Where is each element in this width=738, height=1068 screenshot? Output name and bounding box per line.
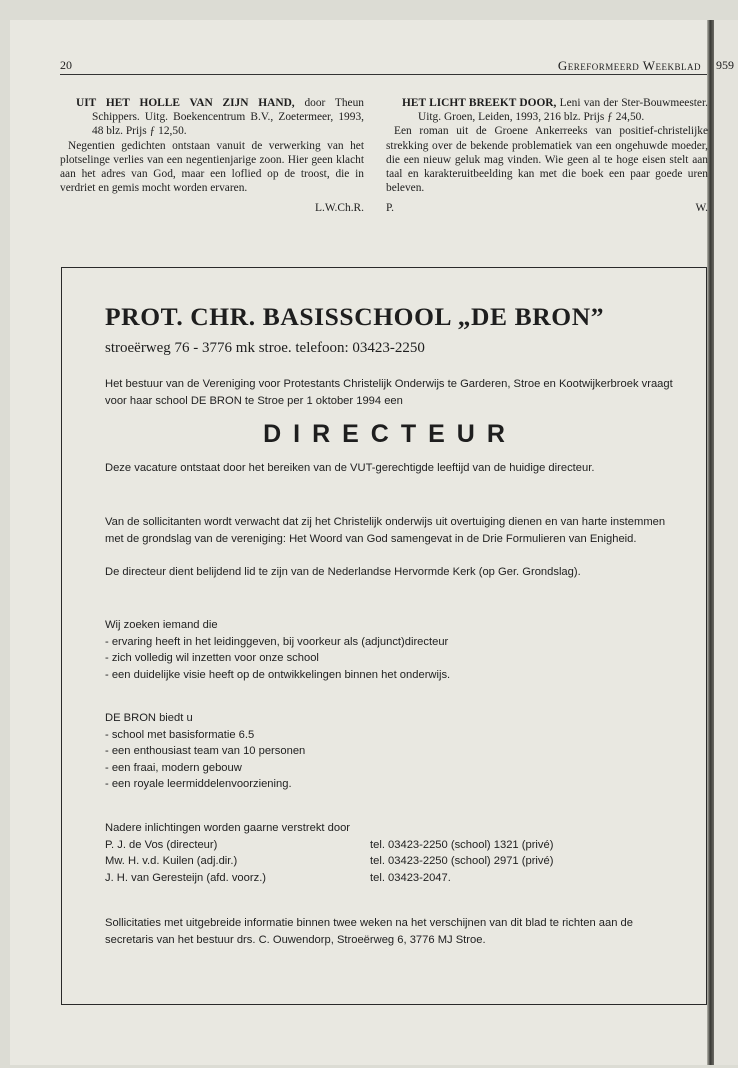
review-signature: P. [386,202,394,215]
ad-reason: Deze vacature ontstaat door het bereiken van de VUT-gerechtigde leeftijd van de huidige directeur. [105,462,595,474]
ad-position-title: DIRECTEUR [263,420,517,448]
review-citation [386,96,708,124]
ad-intro: Het bestuur van de Vereniging voor Protestants Christelijk Onderwijs te Garderen, Stroe en Kootwijkerbroek vraagt voor haar school DE BRON te Stroe per 1 oktober 1994 een [105,378,673,407]
contact-name: Mw. H. v.d. Kuilen (adj.dir.) [105,855,238,868]
contact-row [105,870,675,887]
contact-phone: tel. 03423-2250 (school) 1321 (privé) [370,838,554,851]
ad-offer [105,710,675,793]
contact-phone: tel. 03423-2250 (school) 2971 (privé) [370,855,554,868]
book-review [386,96,708,216]
contacts-intro: Nadere inlichtingen worden gaarne verstrekt door [105,822,351,834]
list-item: - school met basisformatie 6.5 [105,728,255,741]
ad-application: Sollicitaties met uitgebreide informatie binnen twee weken na het verschijnen van dit blad te richten aan de secretaris van het bestuur drs. C. Ouwendorp, Stroeërweg 6, 3776 MJ Stroe. [105,917,633,946]
ad-address: stroeërweg 76 - 3776 mk stroe. telefoon: 03423-2250 [105,340,425,356]
review-publication-info: door Theun Schippers. Uitg. Boekencentrum B.V., Zoetermeer, 1993, 48 blz. Prijs ƒ 12,50. [92,97,364,138]
journal-title: Gereformeerd Weekblad [557,58,701,73]
review-signature: L.W.Ch.R. [315,202,364,215]
list-item: - zich volledig wil inzetten voor onze school [105,652,319,665]
review-body: Negentien gedichten ontstaan vanuit de verwerking van het plotselinge verlies van een negentienjarige zoon. Hier geen klacht aan het adres van God, maar een loflied op de troost, die in verdriet en gemis mocht worden ervaren. [60,139,364,195]
page-header [60,56,707,76]
review-title: HET LICHT BREEKT DOOR, [402,97,557,109]
header-rule [60,74,707,75]
page-number: 20 [60,58,72,72]
contact-row [105,837,675,854]
list-item: - een royale leermiddelenvoorziening. [105,778,292,791]
requirements-intro: Wij zoeken iemand die [105,619,218,631]
list-item: - een enthousiast team van 10 personen [105,745,306,758]
ad-membership: De directeur dient belijdend lid te zijn van de Nederlandse Hervormde Kerk (op Ger. Grondslag). [105,566,581,578]
review-publication-info: Leni van der Ster-Bouwmeester. Uitg. Groen, Leiden, 1993, 216 blz. Prijs ƒ 24,50. [418,97,708,124]
contact-name: P. J. de Vos (directeur) [105,838,218,851]
ad-requirements [105,617,675,683]
review-citation [60,96,364,139]
review-title: UIT HET HOLLE VAN ZIJN HAND, [76,97,295,109]
ad-contacts [105,820,675,886]
job-advertisement [61,267,707,1005]
contact-phone: tel. 03423-2047. [370,871,451,884]
page-fold [707,20,714,1065]
review-body: Een roman uit de Groene Ankerreeks van positief-christelijke strekking over de bekende problematiek van een ongehuwde moeder, die een nieuw geluk mag vinden. Wie geen al te hoge eisen stelt aan taal en karakteruitbeelding kan met die boek een paar goede uren beleven. [386,125,708,195]
contact-name: J. H. van Geresteijn (afd. voorz.) [105,871,267,884]
offer-intro: DE BRON biedt u [105,712,193,724]
book-review [60,96,364,216]
list-item: - een fraai, modern gebouw [105,761,242,774]
review-signature-row [386,201,708,215]
review-signature-right: W. [695,202,708,215]
list-item: - een duidelijke visie heeft op de ontwikkelingen binnen het onderwijs. [105,668,451,681]
list-item: - ervaring heeft in het leidinggeven, bij voorkeur als (adjunct)directeur [105,635,449,648]
ad-title: PROT. CHR. BASISSCHOOL „DE BRON” [105,302,605,331]
ad-expectation: Van de sollicitanten wordt verwacht dat zij het Christelijk onderwijs uit overtuiging dienen en van harte instemmen met de grondslag van de vereniging: Het Woord van God samengevat in de Drie Formulieren van Enigheid. [105,516,666,545]
adjacent-page-edge [714,20,738,1065]
next-page-number: 959 [716,58,734,72]
contact-row [105,853,675,870]
